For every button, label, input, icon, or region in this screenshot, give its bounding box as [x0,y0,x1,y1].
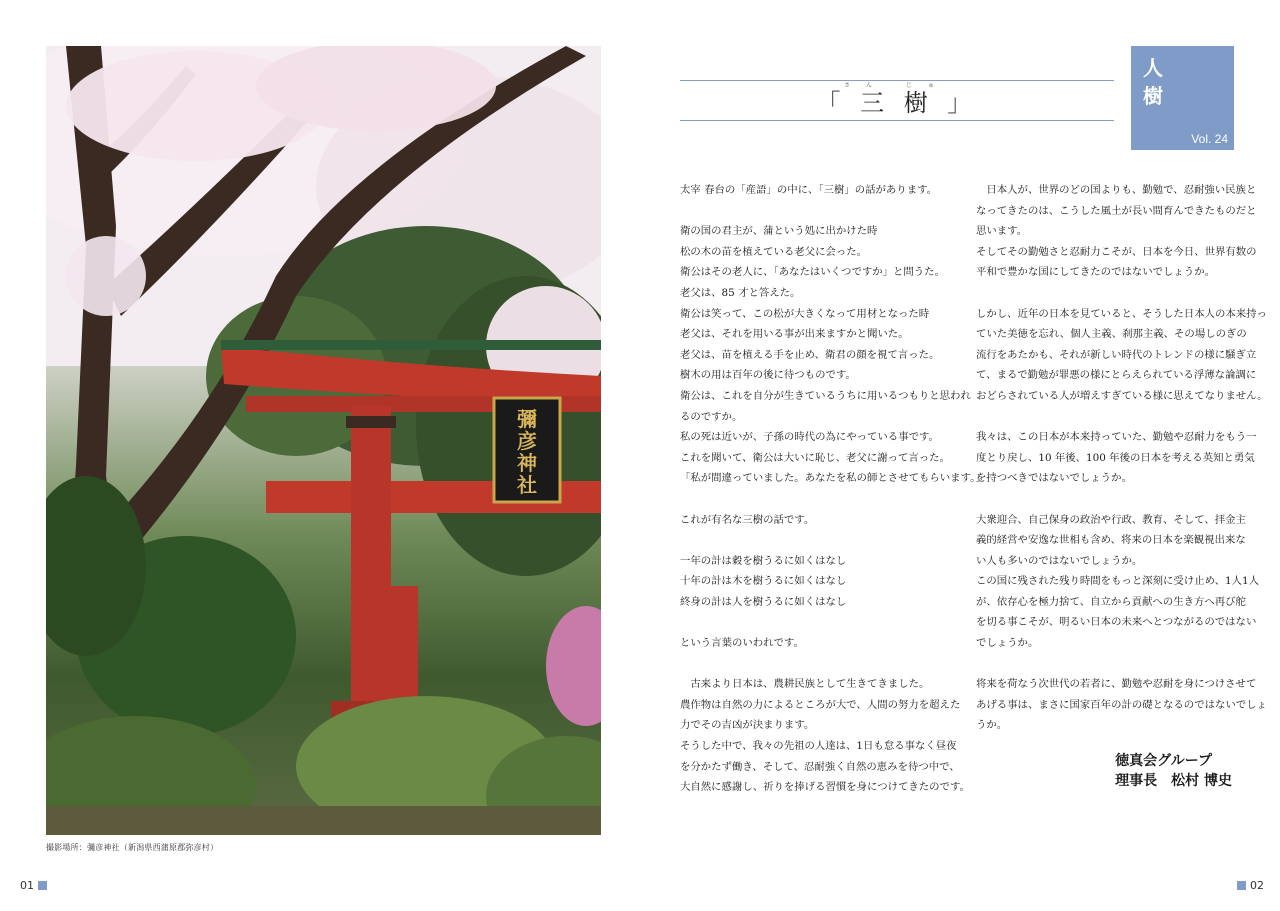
essay-line: 松の木の苗を植えている老父に会った。 [680,245,868,258]
paragraph-gap [976,283,1236,304]
essay-line: あげる事は、まさに国家百年の計の礎となるのではないでしょ [976,698,1267,711]
essay-line: 大衆迎合、自己保身の政治や行政、教育、そして、拝金主 [976,513,1246,526]
essay-line: そしてその勤勉さと忍耐力こそが、日本を今日、世界有数の [976,245,1257,258]
essay-line: 古来より日本は、農耕民族として生きてきました。 [680,678,930,691]
essay-line: という言葉のいわれです。 [680,637,804,650]
shrine-plaque-text: 彌彦神社 [517,407,537,497]
essay-line: でしょうか。 [976,637,1039,650]
signature-person: 理事長 松村 博史 [1115,773,1232,789]
title-ruby: さん じゅ [844,82,950,89]
paragraph-gap [976,407,1236,428]
essay-line: 衛公はその老人に、「あなたはいくつですか」と問うた。 [680,266,945,279]
essay-line: 衛公は、これを自分が生きているうちに用いるつもりと思われ [680,389,971,402]
essay-line: 十年の計は木を樹うるに如くはなし [680,575,847,588]
essay-line: 大自然に感謝し、祈りを捧げる習慣を身につけてきたのです。 [680,781,970,794]
paragraph-gap [680,612,942,633]
essay-line: おどらされている人が増えすぎている様に思えてなりません。 [976,389,1268,402]
essay-column-left [680,180,986,798]
essay-line: 義的経営や安逸な世相も含め、将来の日本を楽観視出来な [976,534,1246,547]
page-marker-square [38,881,47,890]
page-number-left [20,879,47,892]
essay-line: 農作物は自然の力によるところが大で、人間の努力を超えた [680,698,961,711]
badge-kanji-2: 樹 [1143,84,1163,108]
page-marker-square [1237,881,1246,890]
essay-line: 度とり戻し、10 年後、100 年後の日本を考える英知と勇気 [976,451,1255,464]
badge-volume: Vol. 24 [1191,132,1228,146]
essay-line: 流行をあたかも、それが新しい時代のトレンドの様に騒ぎ立 [976,348,1257,361]
essay-line: この国に残された残り時間をもっと深刻に受け止め、1人1人 [976,575,1259,588]
essay-line: 一年の計は穀を樹うるに如くはなし [680,554,847,567]
essay-line: 老父は、苗を植える手を止め、衛君の顔を視て言った。 [680,348,940,361]
essay-line: 終身の計は人を樹うるに如くはなし [680,595,847,608]
paragraph-gap [976,654,1236,675]
essay-line: 老父は、85 才と答えた。 [680,286,801,299]
paragraph-gap [680,489,942,510]
essay-line: 樹木の用は百年の後に待つものです。 [680,369,856,382]
page-number-label: 02 [1250,879,1264,892]
essay-line: が、依存心を極力捨て、自立から貢献への生き方へ再び舵 [976,595,1246,608]
essay-column-right [976,180,1268,736]
essay-line: 私の死は近いが、子孫の時代の為にやっている事です。 [680,431,939,444]
essay-line: しかし、近年の日本を見ていると、そうした日本人の本来持っ [976,307,1267,320]
paragraph-gap [680,201,942,222]
series-badge [1131,46,1234,150]
signature-organization: 徳真会グループ [1115,753,1212,769]
essay-line: 平和で豊かな国にしてきたのではないでしょうか。 [976,266,1215,279]
essay-line: これを聞いて、衛公は大いに恥じ、老父に謝って言った。 [680,451,950,464]
essay-line: そうした中で、我々の先祖の人達は、1日も怠る事なく昼夜 [680,740,957,753]
essay-line: うか。 [976,719,1008,732]
essay-line: 日本人が、世界のどの国よりも、勤勉で、忍耐強い民族と [976,184,1257,196]
photo-caption: 撮影場所：彌彦神社（新潟県西蒲原郡弥彦村） [46,843,219,852]
essay-line: を分かたず働き、そして、忍耐強く自然の恵みを待つ中で、 [680,760,960,773]
essay-line: を切る事こそが、明るい日本の未来へとつながるのではない [976,616,1257,629]
title-rule-bottom [680,120,1114,121]
essay-line: ていた美徳を忘れ、個人主義、刹那主義、その場しのぎの [976,328,1247,341]
essay-line: 太宰 春台の「産語」の中に、「三樹」の話があります。 [680,184,938,196]
title-text: 「 三 樹 」 [816,89,978,117]
essay-line: 力でその吉凶が決まります。 [680,719,815,732]
essay-line: 衛公は笑って、この松が大きくなって用材となった時 [680,307,930,320]
essay-line: 「私が間違っていました。あなたを私の師とさせてもらいます。」 [680,472,986,485]
essay-line: 衛の国の君主が、蒲という処に出かけた時 [680,225,878,238]
paragraph-gap [680,654,942,675]
page-number-right [1237,879,1264,892]
essay-line: て、まるで勤勉が罪悪の様にとらえられている浮薄な論調に [976,369,1257,382]
page-number-label: 01 [20,879,34,892]
essay-line: を持つべきではないでしょうか。 [976,472,1132,485]
essay-line: これが有名な三樹の話です。 [680,513,815,526]
page-title [680,83,1114,118]
essay-line: なってきたのは、こうした風土が長い間育んできたものだと [976,204,1257,217]
essay-line: 将来を荷なう次世代の若者に、勤勉や忍耐を身につけさせて [976,678,1257,691]
paragraph-gap [976,489,1236,510]
essay-line: るのですか。 [680,410,743,423]
essay-line: 思います。 [976,225,1028,238]
badge-kanji-1: 人 [1143,56,1163,80]
paragraph-gap [680,530,942,551]
essay-line: 我々は、この日本が本来持っていた、勤勉や忍耐力をもう一 [976,431,1257,444]
essay-line: い人も多いのではないでしょうか。 [976,554,1143,567]
shrine-photo [46,46,601,835]
essay-line: 老父は、それを用いる事が出来ますかと聞いた。 [680,328,909,341]
